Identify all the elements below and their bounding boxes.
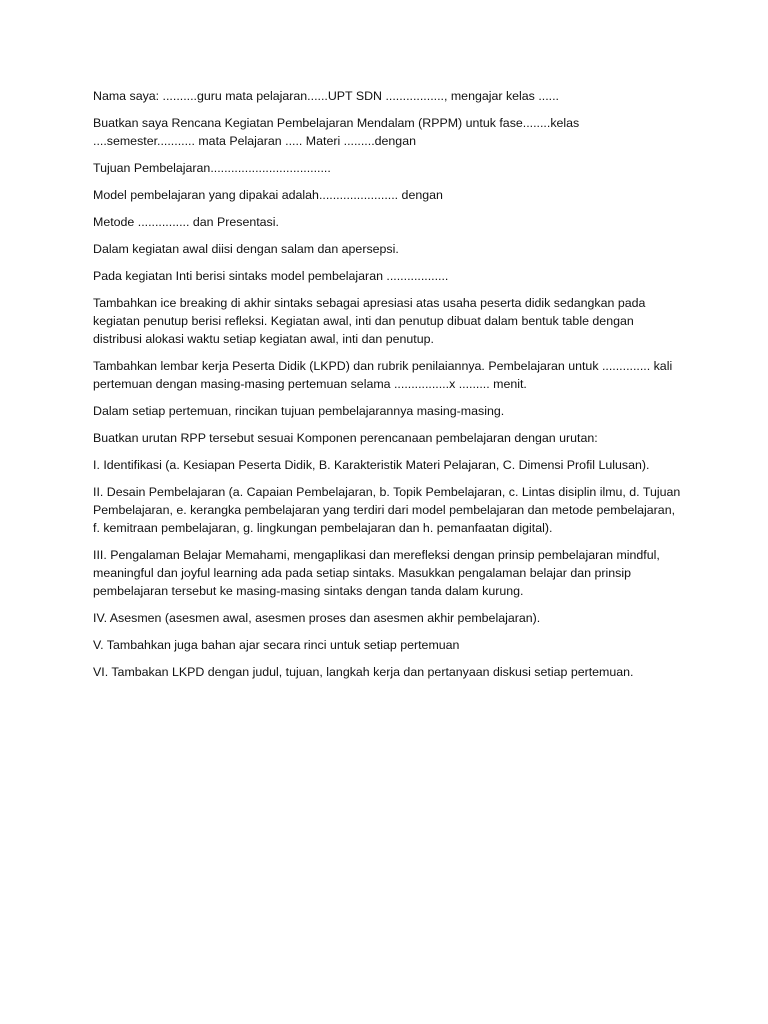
paragraph-request: Buatkan saya Rencana Kegiatan Pembelajaran Mendalam (RPPM) untuk fase........kelas ....semester........... mata Pelajaran ..... Materi .........dengan xyxy=(93,116,580,148)
paragraph-identity: Nama saya: ..........guru mata pelajaran......UPT SDN ................., mengajar kelas ...... xyxy=(93,89,559,103)
list-item-learning-design: II. Desain Pembelajaran (a. Capaian Pembelajaran, b. Topik Pembelajaran, c. Lintas disiplin ilmu, d. Tujuan Pembelajaran, e. kerangka pembelajaran yang terdiri dari model pembelajaran dan metode pembelajaran, f. kemitraan pembelajaran, g. lingkungan pembelajaran dan h. pemanfaatan digital). xyxy=(93,485,681,535)
document-body xyxy=(93,87,683,690)
list-item-assessment: IV. Asesmen (asesmen awal, asesmen proses dan asesmen akhir pembelajaran). xyxy=(93,611,541,625)
paragraph-core-activity: Pada kegiatan Inti berisi sintaks model pembelajaran .................. xyxy=(93,269,449,283)
list-item-teaching-materials: V. Tambahkan juga bahan ajar secara rinci untuk setiap pertemuan xyxy=(93,638,460,652)
list-item-identification: I. Identifikasi (a. Kesiapan Peserta Didik, B. Karakteristik Materi Pelajaran, C. Dimensi Profil Lulusan). xyxy=(93,458,650,472)
paragraph-lkpd: Tambahkan lembar kerja Peserta Didik (LKPD) dan rubrik penilaiannya. Pembelajaran untuk .............. kali pertemuan dengan masing-masing pertemuan selama ................x ......... menit. xyxy=(93,359,673,391)
paragraph-ice-breaking: Tambahkan ice breaking di akhir sintaks sebagai apresiasi atas usaha peserta didik sedangkan pada kegiatan penutup berisi refleksi. Kegiatan awal, inti dan penutup dibuat dalam bentuk table dengan distribusi alokasi waktu setiap kegiatan awal, inti dan penutup. xyxy=(93,296,646,346)
paragraph-order-intro: Buatkan urutan RPP tersebut sesuai Komponen perencanaan pembelajaran dengan urutan: xyxy=(93,431,598,445)
paragraph-method: Metode ............... dan Presentasi. xyxy=(93,215,279,229)
paragraph-learning-objective: Tujuan Pembelajaran................................... xyxy=(93,161,331,175)
list-item-learning-experience: III. Pengalaman Belajar Memahami, mengaplikasi dan merefleksi dengan prinsip pembelajaran mindful, meaningful dan joyful learning ada pada setiap sintaks. Masukkan pengalaman belajar dan prinsip pembelajaran tersebut ke masing-masing sintaks dengan tanda dalam kurung. xyxy=(93,548,660,598)
paragraph-opening-activity: Dalam kegiatan awal diisi dengan salam dan apersepsi. xyxy=(93,242,399,256)
paragraph-meeting-objectives: Dalam setiap pertemuan, rincikan tujuan pembelajarannya masing-masing. xyxy=(93,404,505,418)
list-item-lkpd: VI. Tambakan LKPD dengan judul, tujuan, langkah kerja dan pertanyaan diskusi setiap pertemuan. xyxy=(93,665,634,679)
paragraph-learning-model: Model pembelajaran yang dipakai adalah....................... dengan xyxy=(93,188,443,202)
